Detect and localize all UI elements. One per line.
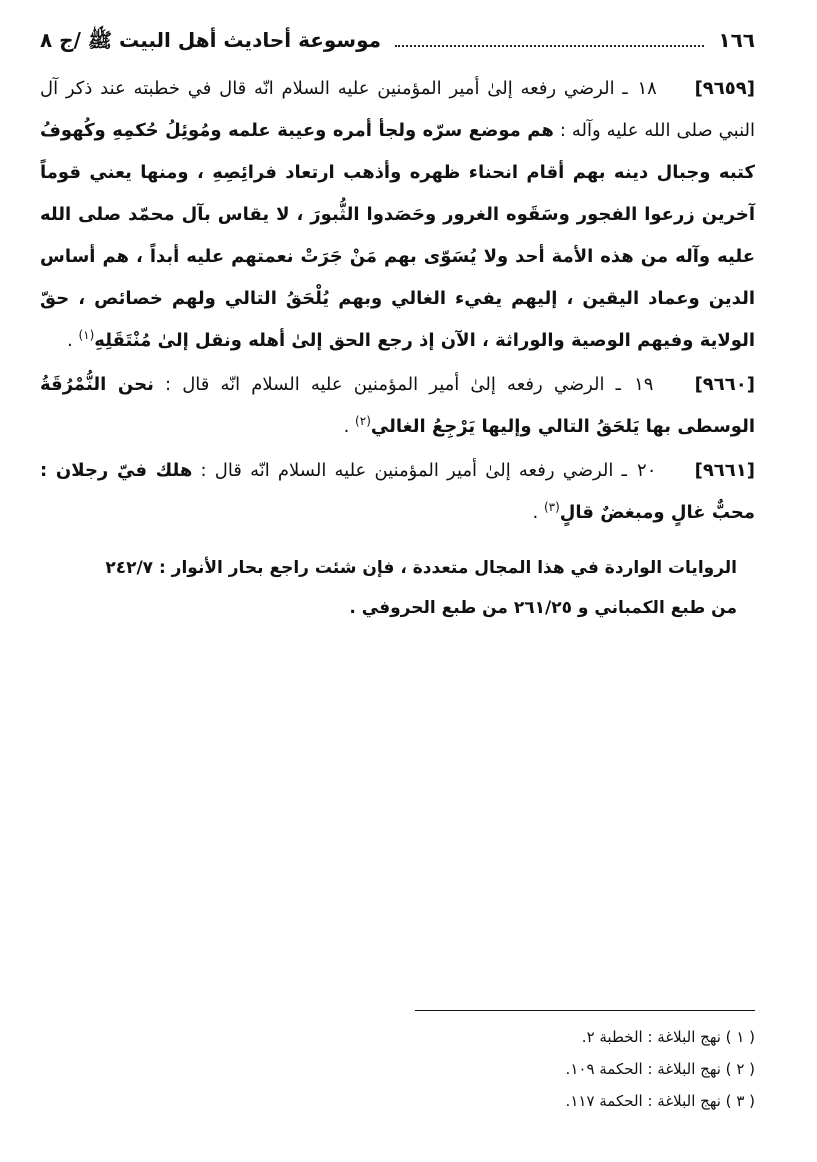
footnote-marker: (١)	[78, 328, 95, 342]
hadith-9660: [٩٦٦٠] ١٩ ـ الرضي رفعه إلىٰ أمير المؤمنين عليه السلام انّه قال : نحن النُّمْرُقَةُ الوسطى بها يَلحَقُ التالي وإليها يَرْجِعُ الغالي$^{(٢)}$ .	[40, 374, 755, 437]
page-number: ١٦٦	[718, 28, 755, 52]
hadith-reference-number: ٩٦٥٩	[702, 78, 747, 99]
editor-note	[40, 548, 755, 628]
header-dot-leader	[395, 45, 704, 47]
hadith-9661: [٩٦٦١] ٢٠ ـ الرضي رفعه إلىٰ أمير المؤمنين عليه السلام انّه قال : هلك فيّ رجلان : محبٌّ غالٍ ومبغضٌ قالٍ$^{(٣)}$ .	[40, 460, 755, 523]
hadith-number: ١٨	[637, 78, 657, 99]
running-header	[40, 22, 755, 58]
hadith-text: هلك فيّ رجلان : محبٌّ غالٍ ومبغضٌ قالٍ	[40, 460, 755, 523]
book-title	[40, 22, 381, 58]
footnote-2: ( ٢ ) نهج البلاغة : الحكمة ١٠٩.	[565, 1060, 755, 1078]
hadith-number: ٢٠	[637, 460, 657, 481]
page-content	[40, 22, 755, 628]
hadith-number: ١٩	[634, 374, 654, 395]
hadith-reference: [٩٦٦١]	[694, 460, 755, 481]
volume-label: /ج ٨	[40, 28, 81, 52]
hadith-intro: ـ الرضي رفعه إلىٰ أمير المؤمنين عليه السلام انّه قال :	[165, 374, 621, 395]
hadith-reference: [٩٦٦٠]	[694, 374, 755, 395]
hadith-9659: [٩٦٥٩] ١٨ ـ الرضي رفعه إلىٰ أمير المؤمنين عليه السلام انّه قال في خطبته عند ذكر آل النبي صلى الله عليه وآله : هم موضع سرّه ولجأ أمره وعيبة علمه ومُوئِلُ حُكمِهِ وكُهوفُ كتبه وجبال دينه بهم أقام انحناء ظهره وأذهب ارتعاد فرائِصِهِ ، ومنها يعني قوماً آخرين زرعوا الفجور وسَقَوه الغرور وحَصَدوا الثُّبورَ ، لا يقاس بآل محمّد صلى الله عليه وآله من هذه الأمة أحد ولا يُسَوّى بهم مَنْ جَرَتْ نعمتهم عليه أبداً ، هم أساس الدين وعماد اليقين ، إليهم يفيء الغالي وبهم يُلْحَقُ التالي ولهم خصائص ، حقّ الولاية وفيهم الوصية والوراثة ، الآن إذ رجع الحق إلىٰ أهله ونقل إلىٰ مُنْتَقَلِهِ$^{(١)}$ .	[40, 78, 756, 351]
honorific-symbol: ﷺ	[87, 28, 113, 52]
editor-note-line: الروايات الواردة في هذا المجال متعددة ، فإن شئت راجع بحار الأنوار : ٢٤٢/٧	[105, 558, 737, 578]
book-title-text: موسوعة أحاديث أهل البيت	[119, 28, 381, 52]
hadith-text: نحن النُّمْرُقَةُ الوسطى بها يَلحَقُ التالي وإليها يَرْجِعُ الغالي	[40, 374, 755, 437]
hadith-intro: ـ الرضي رفعه إلىٰ أمير المؤمنين عليه السلام انّه قال في خطبته عند ذكر آل النبي صلى الله عليه وآله :	[40, 78, 756, 141]
footnote-marker: (٣)	[543, 500, 560, 514]
footnote-3: ( ٣ ) نهج البلاغة : الحكمة ١١٧.	[565, 1092, 755, 1110]
hadith-intro: ـ الرضي رفعه إلىٰ أمير المؤمنين عليه السلام انّه قال :	[200, 460, 627, 481]
footnote-1: ( ١ ) نهج البلاغة : الخطبة ٢.	[581, 1028, 755, 1046]
main-text	[40, 68, 755, 628]
footnote-marker: (٢)	[355, 414, 371, 428]
hadith-reference-number: ٩٦٦١	[702, 460, 747, 481]
footnote-divider	[415, 1010, 755, 1011]
hadith-reference: [٩٦٥٩]	[694, 78, 755, 99]
hadith-reference-number: ٩٦٦٠	[702, 374, 747, 395]
editor-note-line: من طبع الكمباني و ٢٦١/٢٥ من طبع الحروفي .	[349, 598, 737, 618]
footnotes	[40, 1010, 755, 1117]
hadith-text: هم موضع سرّه ولجأ أمره وعيبة علمه ومُوئِلُ حُكمِهِ وكُهوفُ كتبه وجبال دينه بهم أقام انحناء ظهره وأذهب ارتعاد فرائِصِهِ ، ومنها يعني قوماً آخرين زرعوا الفجور وسَقَوه الغرور وحَصَدوا الثُّبورَ ، لا يقاس بآل محمّد صلى الله عليه وآله من هذه الأمة أحد ولا يُسَوّى بهم مَنْ جَرَتْ نعمتهم عليه أبداً ، هم أساس الدين وعماد اليقين ، إليهم يفيء الغالي وبهم يُلْحَقُ التالي ولهم خصائص ، حقّ الولاية وفيهم الوصية والوراثة ، الآن إذ رجع الحق إلىٰ أهله ونقل إلىٰ مُنْتَقَلِهِ	[40, 120, 755, 351]
